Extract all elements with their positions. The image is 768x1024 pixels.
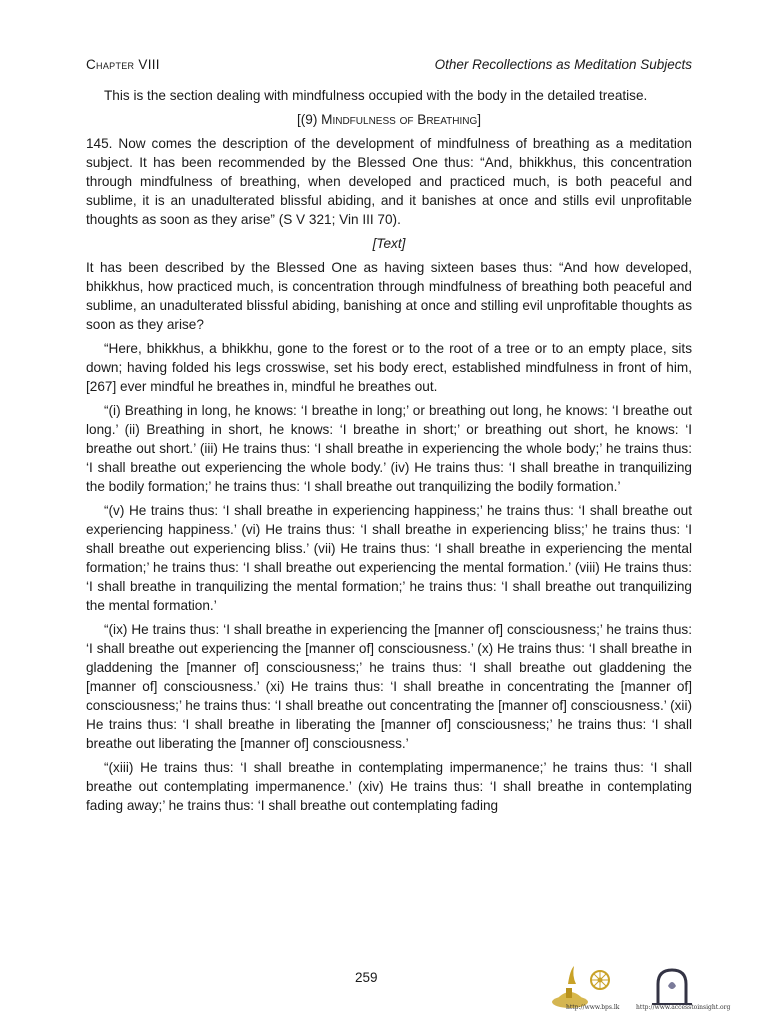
chapter-label: Chapter VIII — [86, 57, 160, 72]
paragraph-145: 145. Now comes the description of the development of mindfulness of breathing as a meditation subject. It has been recommended by the Blessed One thus: “And, bhikkhus, this concentration through mindfulness of breathing, when developed and practiced much, is both peaceful and sublime, it is an unadulterated blissful abiding, and it banishes at once and stills evil unprofitable thoughts as soon as they arise” (S V 321; Vin III 70). — [86, 136, 692, 227]
paragraph-sixteen-bases: It has been described by the Blessed One as having sixteen bases thus: “And how developed, bhikkhus, how practiced much, is concentration through mindfulness of breathing both peaceful and sublime, an unadulterated blissful abiding, banishing at once and stilling evil unprofitable thoughts as soon as they arise? — [86, 260, 692, 332]
page-body — [86, 86, 692, 820]
paragraph-tetrad-2: “(v) He trains thus: ‘I shall breathe in experiencing happiness;’ he trains thus: ‘I shall breathe out experiencing happiness.’ (vi) He trains thus: ‘I shall breathe in experiencing bliss;’ he trains thus: ‘I shall breathe out experiencing bliss.’ (vii) He trains thus: ‘I shall breathe in experiencing the mental formation;’ he trains thus: ‘I shall breathe out experiencing the mental formation.’ (viii) He trains thus: ‘I shall breathe in tranquilizing the mental formation;’ he trains thus: ‘I shall breathe out tranquilizing the mental formation.’ — [86, 503, 692, 613]
arch-icon — [652, 970, 692, 1004]
paragraph-tetrad-3: “(ix) He trains thus: ‘I shall breathe in experiencing the [manner of] consciousness;’ he trains thus: ‘I shall breathe out experiencing the [manner of] consciousness.’ (x) He trains thus: ‘I shall breathe in gladdening the [manner of] consciousness;’ he trains thus: ‘I shall breathe out gladdening the [manner of] consciousness.’ (xi) He trains thus: ‘I shall breathe in concentrating the [manner of] consciousness;’ he trains thus: ‘I shall breathe out concentrating the [manner of] consciousness.’ (xii) He trains thus: ‘I shall breathe in liberating the [manner of] consciousness;’ he trains thus: ‘I shall breathe out liberating the [manner of] consciousness.’ — [86, 622, 692, 751]
section-heading — [86, 110, 692, 129]
section-heading-text: Mindfulness of Breathing — [321, 112, 478, 127]
dharma-wheel-icon — [591, 971, 609, 989]
ati-url: http://www.accesstoinsight.org — [636, 1004, 731, 1011]
paragraph-tetrad-1: “(i) Breathing in long, he knows: ‘I breathe in long;’ or breathing out long, he knows: ‘I breathe out long.’ (ii) Breathing in short, he knows: ‘I breathe in short;’ or breathing out short, he knows: ‘I breathe out short.’ (iii) He trains thus: ‘I shall breathe in experiencing the whole body;’ he trains thus: ‘I shall breathe out experiencing the whole body.’ (iv) He trains thus: ‘I shall breathe in tranquilizing the bodily formation;’ he trains thus: ‘I shall breathe out tranquilizing the bodily formation.’ — [86, 403, 692, 494]
page-number: 259 — [355, 970, 378, 985]
section-heading-prefix: [(9) — [296, 112, 322, 127]
section-heading-suffix: ] — [477, 112, 482, 127]
intro-paragraph: This is the section dealing with mindfulness occupied with the body in the detailed treatise. — [104, 88, 648, 103]
paragraph-here-bhikkhus: “Here, bhikkhus, a bhikkhu, gone to the forest or to the root of a tree or to an empty place, sits down; having folded his legs crosswise, set his body erect, established mindfulness in front of him, [267] ever mindful he breathes in, mindful he breathes out. — [86, 341, 692, 394]
text-subheading: [Text] — [372, 236, 406, 251]
lamp-icon — [552, 966, 588, 1008]
running-title: Other Recollections as Meditation Subjects — [434, 57, 692, 72]
paragraph-tetrad-4: “(xiii) He trains thus: ‘I shall breathe in contemplating impermanence;’ he trains thus: ‘I shall breathe out contemplating impermanence.’ (xiv) He trains thus: ‘I shall breathe in contemplating fading away;’ he trains thus: ‘I shall breathe out contemplating fading — [86, 760, 692, 813]
running-header — [86, 57, 692, 75]
bps-url: http://www.bps.lk — [566, 1004, 620, 1011]
